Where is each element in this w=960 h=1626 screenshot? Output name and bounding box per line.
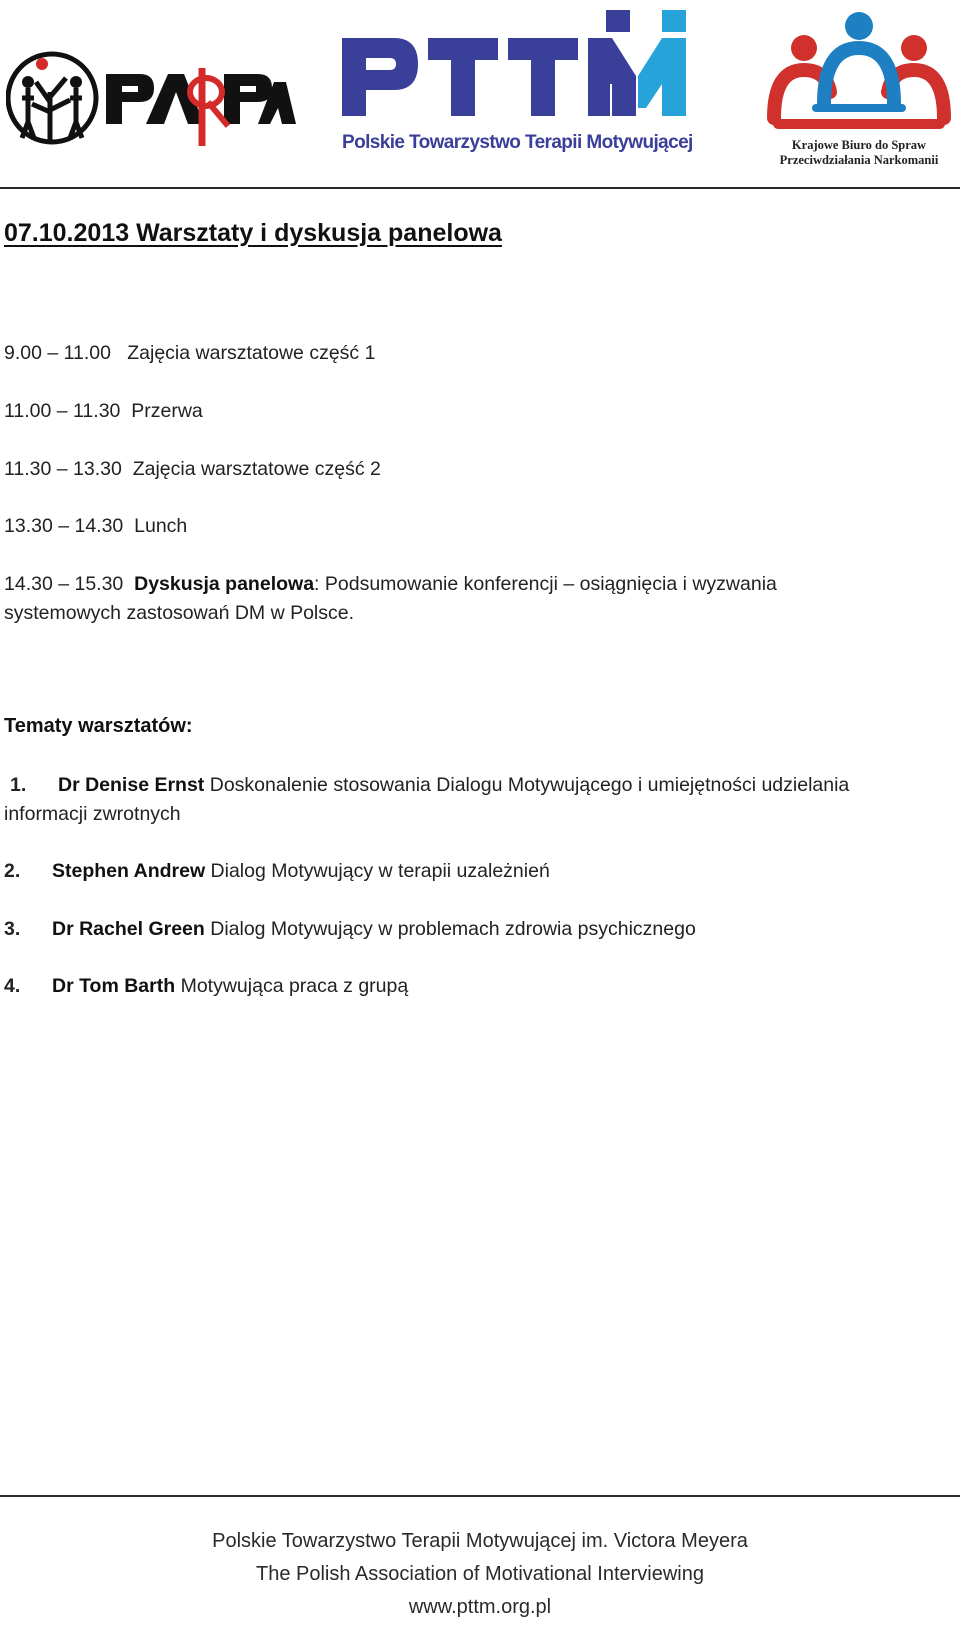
workshop-item [4,857,550,886]
kbpn-caption-line1: Krajowe Biuro do Spraw [791,138,927,152]
parpa-logo [6,42,296,154]
schedule-label: Przerwa [131,400,203,422]
workshop-number: 2. [4,860,21,882]
footer [0,1525,960,1624]
pttm-caption: Polskie Towarzystwo Terapii Motywującej [342,132,693,153]
footer-org-english: The Polish Association of Motivational Interviewing [255,1563,704,1585]
schedule-time: 9.00 – 11.00 [4,342,111,364]
parpa-emblem-icon [6,42,296,154]
workshop-item [4,771,849,800]
footer-org-polish: Polskie Towarzystwo Terapii Motywującej im. Victora Meyera [212,1530,748,1552]
schedule-time: 13.30 – 14.30 [4,515,124,537]
footer-divider [0,1495,960,1497]
kbpn-people-icon [764,8,954,136]
document-title: 07.10.2013 Warsztaty i dyskusja panelowa [4,219,502,247]
schedule-label: : Podsumowanie konferencji – osiągnięcia i wyzwania [314,573,777,595]
kbpn-caption [764,138,954,168]
workshop-speaker: Dr Rachel Green [52,918,205,940]
schedule-item [4,339,375,368]
schedule-time: 11.00 – 11.30 [4,400,121,422]
workshop-topic: Motywująca praca z grupą [180,975,409,997]
pttm-logo [342,4,712,162]
workshops-title: Tematy warsztatów: [4,715,193,737]
header-divider [0,187,960,189]
schedule-label: Zajęcia warsztatowe część 1 [127,342,376,364]
workshop-topic: Dialog Motywujący w terapii uzależnień [210,860,550,882]
workshop-speaker: Stephen Andrew [52,860,206,882]
workshop-continuation: informacji zwrotnych [4,803,181,825]
kbpn-caption-line2: Przeciwdziałania Narkomanii [779,153,939,167]
pttm-wordmark-icon [342,4,712,128]
schedule-time: 11.30 – 13.30 [4,458,122,480]
schedule-item [4,455,381,484]
workshop-speaker: Dr Tom Barth [52,975,176,997]
workshop-speaker: Dr Denise Ernst [58,774,205,796]
workshop-item [4,915,696,944]
kbpn-logo [764,8,954,176]
footer-website-link[interactable]: www.pttm.org.pl [408,1596,552,1618]
workshop-number: 1. [10,774,27,796]
schedule-label-bold: Dyskusja panelowa [134,573,315,595]
workshop-topic: Dialog Motywujący w problemach zdrowia psychicznego [210,918,696,940]
header-logos [0,0,960,186]
schedule-item [4,570,777,599]
workshop-topic: Doskonalenie stosowania Dialogu Motywującego i umiejętności udzielania [209,774,850,796]
workshop-number: 4. [4,975,21,997]
schedule-continuation: systemowych zastosowań DM w Polsce. [4,602,355,624]
schedule-item [4,512,187,541]
workshop-item [4,972,408,1001]
schedule-item [4,397,203,426]
workshop-number: 3. [4,918,21,940]
schedule-label: Zajęcia warsztatowe część 2 [132,458,381,480]
schedule-label: Lunch [134,515,188,537]
schedule-time: 14.30 – 15.30 [4,573,124,595]
